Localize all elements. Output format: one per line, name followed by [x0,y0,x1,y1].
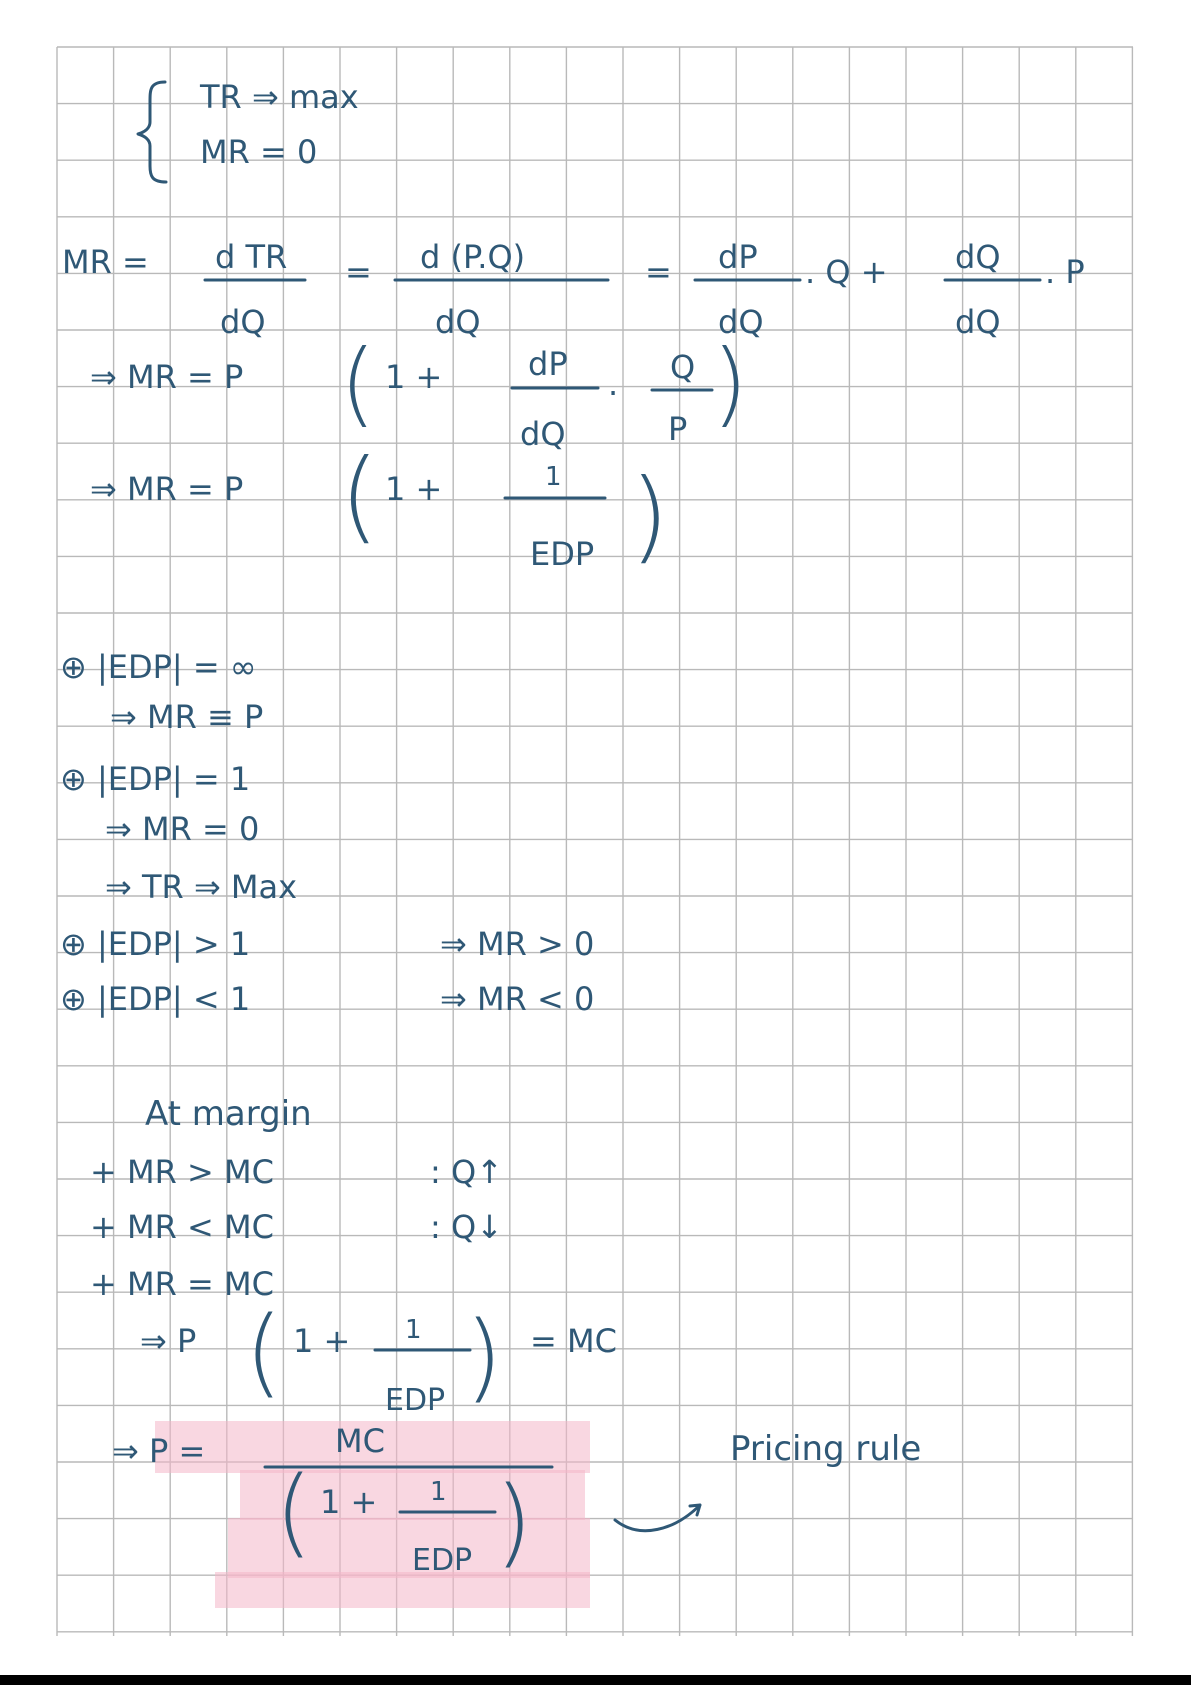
eq-frac-num: 1 [405,1315,422,1345]
rule-den-frac-den: EDP [412,1543,473,1578]
step3-close-paren: ) [630,457,670,574]
mr-frac1-num: d TR [215,238,288,276]
eq-open-paren: ( [245,1296,283,1408]
mr-frac3-den: dQ [718,303,764,341]
case3-condition: ⊕ |EDP| > 1 [60,925,251,963]
margin-heading: At margin [145,1094,312,1134]
rule-lhs: ⇒ P = [112,1432,206,1470]
case2-result-mr: ⇒ MR = 0 [105,810,260,848]
step2-frac-a-num: dP [528,345,568,383]
margin-line-1-result: : Q↑ [430,1153,503,1191]
rule-numerator: MC [335,1422,385,1460]
mr-frac1-den: dQ [220,303,266,341]
eq-lhs: ⇒ P [140,1322,197,1360]
system-line-2: MR = 0 [200,133,318,171]
mr-definition-lhs: MR = [62,243,149,281]
margin-line-3: + MR = MC [90,1265,274,1303]
eq-one-plus: 1 + [293,1322,351,1360]
mr-frac4-num: dQ [955,238,1001,276]
step3-lhs: ⇒ MR = P [90,470,244,508]
system-line-1: TR ⇒ max [200,78,359,116]
mr-frac4-den: dQ [955,303,1001,341]
case1-result: ⇒ MR ≡ P [110,698,264,736]
step2-frac-b-num: Q [670,348,696,386]
step2-open-paren: ( [340,330,376,437]
rule-den-close-paren: ) [495,1466,533,1578]
case2-result-tr: ⇒ TR ⇒ Max [105,868,298,906]
step2-frac-a-den: dQ [520,415,566,453]
eq-frac-den: EDP [385,1383,446,1418]
bottom-border [0,1675,1191,1685]
rule-den-frac-num: 1 [430,1477,447,1507]
eq-rhs: = MC [530,1322,617,1360]
step3-frac-num: 1 [545,462,562,492]
margin-line-1: + MR > MC [90,1153,274,1191]
step3-open-paren: ( [340,437,380,554]
step2-dot: . [608,365,619,403]
case4-condition: ⊕ |EDP| < 1 [60,980,251,1018]
brace-symbol [138,82,166,182]
curved-arrow-icon [615,1505,700,1531]
case3-result: ⇒ MR > 0 [440,925,595,963]
mr-frac2-num: d (P.Q) [420,238,526,276]
mr-frac2-den: dQ [435,303,481,341]
rule-den-open-paren: ( [275,1456,313,1568]
case2-condition: ⊕ |EDP| = 1 [60,760,251,798]
rule-den-one-plus: 1 + [320,1483,378,1521]
eq-close-paren: ) [465,1301,503,1413]
step3-one-plus: 1 + [385,470,443,508]
step2-close-paren: ) [712,330,748,437]
mr-equals-2: = [645,253,672,291]
step3-frac-den: EDP [530,535,595,573]
step2-one-plus: 1 + [385,358,443,396]
mr-middle-term: . Q + [805,253,888,291]
mr-frac3-num: dP [718,238,758,276]
mr-equals-1: = [345,253,372,291]
step2-lhs: ⇒ MR = P [90,358,244,396]
case4-result: ⇒ MR < 0 [440,980,595,1018]
margin-line-2-result: : Q↓ [430,1208,503,1246]
pricing-rule-label: Pricing rule [730,1429,922,1469]
margin-line-2: + MR < MC [90,1208,274,1246]
step2-frac-b-den: P [668,410,688,448]
case1-condition: ⊕ |EDP| = ∞ [60,648,257,686]
mr-tail: . P [1045,253,1085,291]
